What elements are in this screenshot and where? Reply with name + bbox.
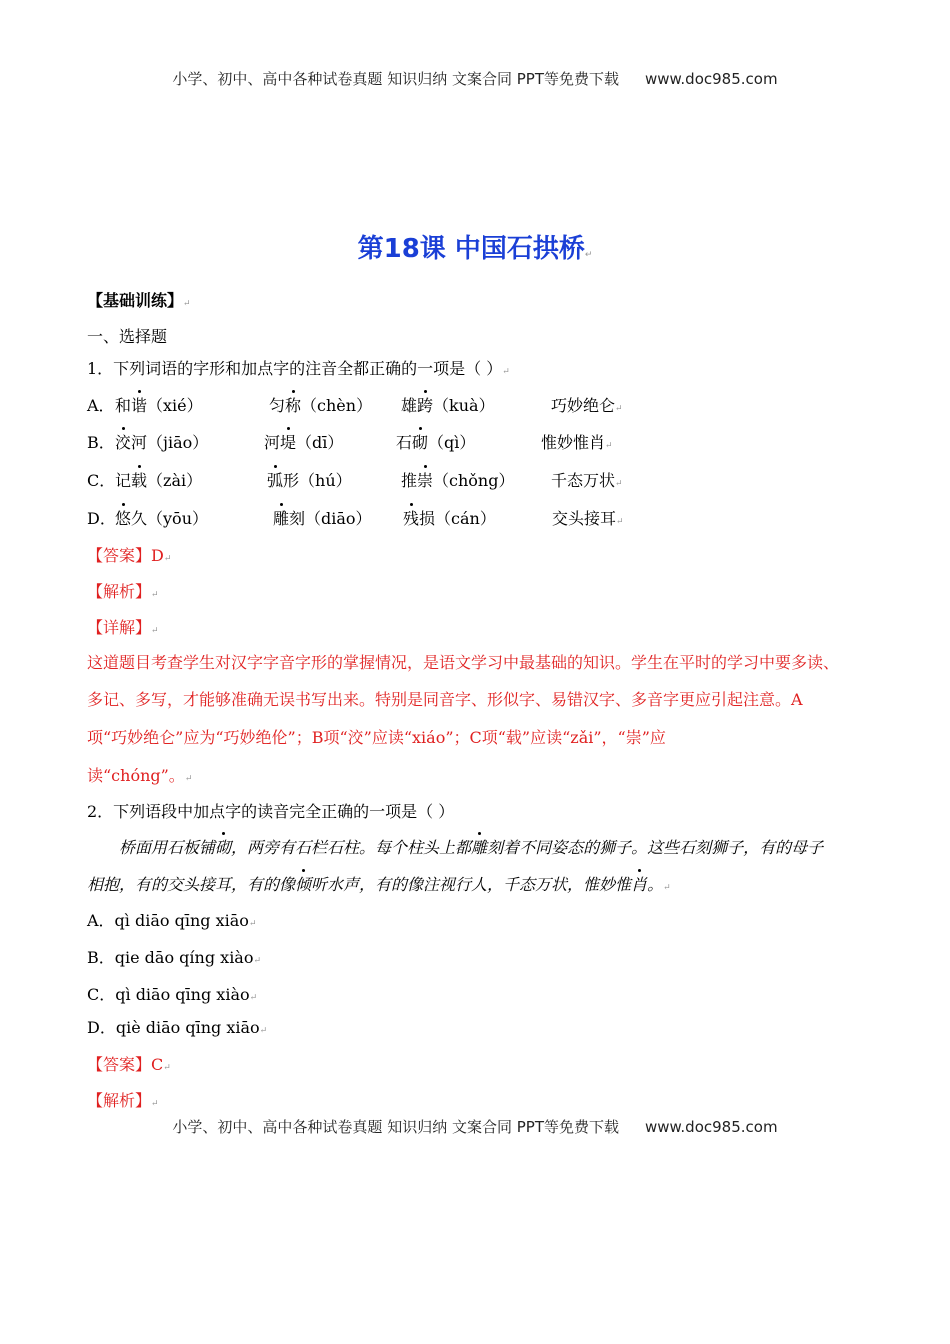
q1-detail-line-1: 这道题目考查学生对汉字字音字形的掌握情况，是语文学习中最基础的知识。学生在平时的学习中要多读、 (87, 653, 840, 672)
q2-option-d: D．qiè diāo qīng xiāo↵ (87, 1018, 268, 1037)
q2-passage-line-2: 相抱，有的交头接耳，有的像倾听水声，有的像注视行人，千态万状，惟妙惟肖。↵ (87, 875, 671, 894)
q1-answer: 【答案】D↵ (87, 546, 172, 565)
header-text: 小学、初中、高中各种试卷真题 知识归纳 文案合同 PPT等免费下载 (172, 70, 619, 88)
q1-detail-line-4: 读“chóng”。↵ (87, 766, 193, 785)
header-url[interactable]: www.doc985.com (644, 70, 778, 88)
q2-option-b: B．qie dāo qíng xiào↵ (87, 948, 262, 967)
q2-analysis-label: 【解析】↵ (87, 1091, 159, 1110)
section-label: 【基础训练】↵ (87, 291, 191, 310)
page-header (0, 68, 950, 89)
page-title: 第18课 中国石拱桥↵ (357, 234, 593, 264)
question-2-stem: 2．下列语段中加点字的读音完全正确的一项是（ ） (87, 802, 455, 821)
page-footer (0, 1116, 950, 1137)
q1-detail-label: 【详解】↵ (87, 618, 159, 637)
q1-detail-line-2: 多记、多写，才能够准确无误书写出来。特别是同音字、形似字、易错汉字、多音字更应引起注意。A (87, 690, 803, 709)
q2-option-a: A．qì diāo qīng xiāo↵ (87, 911, 257, 930)
q2-answer: 【答案】C↵ (87, 1055, 171, 1074)
subsection-title: 一、选择题 (87, 327, 168, 346)
footer-text: 小学、初中、高中各种试卷真题 知识归纳 文案合同 PPT等免费下载 (172, 1118, 619, 1136)
footer-url[interactable]: www.doc985.com (644, 1118, 778, 1136)
q2-passage-line-1: 桥面用石板铺砌，两旁有石栏石柱。每个柱头上都雕刻着不同姿态的狮子。这些石刻狮子，有的母子 (119, 838, 824, 857)
q2-option-c: C．qì diāo qīng xiào↵ (87, 985, 258, 1004)
question-1-stem: 1．下列词语的字形和加点字的注音全都正确的一项是（ ）↵ (87, 359, 510, 378)
q1-detail-line-3: 项“巧妙绝仑”应为“巧妙绝伦”；B项“洨”应读“xiáo”；C项“载”应读“zǎi”，“崇”应 (87, 728, 666, 747)
q1-analysis-label: 【解析】↵ (87, 582, 159, 601)
